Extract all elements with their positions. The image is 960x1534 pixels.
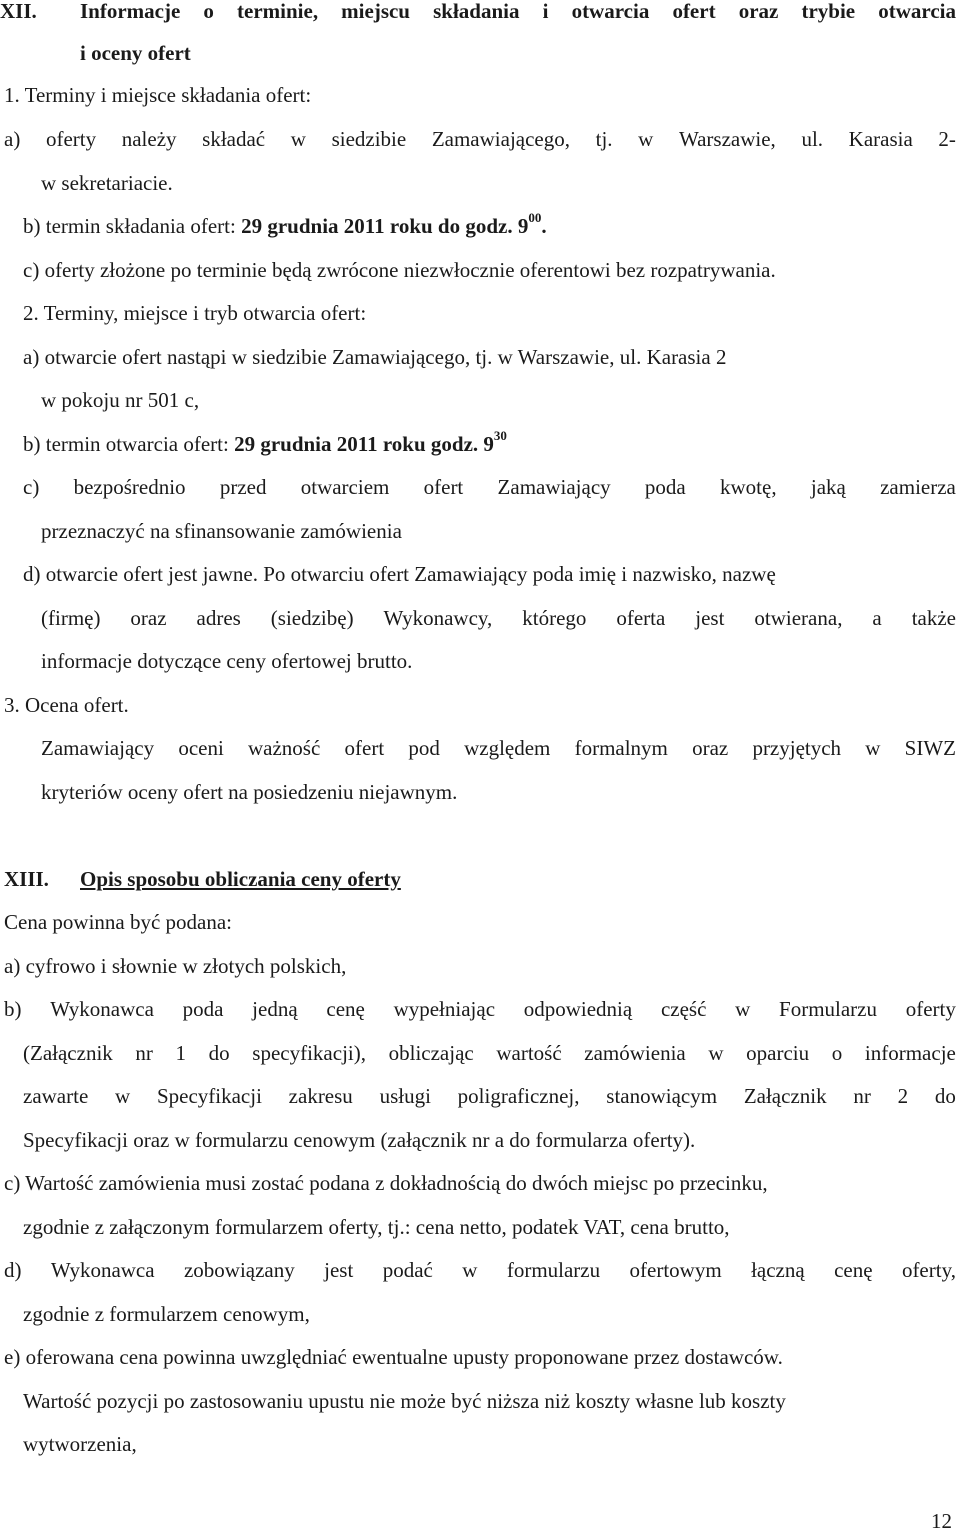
- item-1-title: 1. Terminy i miejsce składania ofert:: [4, 83, 312, 107]
- word: a: [872, 606, 882, 630]
- item-2a-line2: w pokoju nr 501 c,: [41, 388, 200, 412]
- word: Karasia: [848, 127, 913, 151]
- word: wypełniając: [393, 997, 496, 1021]
- section-13-number: XIII.: [4, 867, 49, 891]
- word: (siedzibę): [270, 606, 354, 630]
- item-1b-text: b) termin składania ofert:: [23, 214, 236, 238]
- word: formalnym: [574, 736, 668, 760]
- word: część: [660, 997, 707, 1021]
- word: nr: [853, 1084, 871, 1108]
- section-13-heading: Opis sposobu obliczania ceny oferty: [80, 867, 401, 891]
- word: łączną: [751, 1258, 805, 1282]
- item-1b-superscript: 00: [528, 210, 542, 225]
- item-2-title: 2. Terminy, miejsce i tryb otwarcia ofert:: [23, 301, 367, 325]
- item-13d-line1: [4, 1257, 956, 1283]
- word: podać: [382, 1258, 433, 1282]
- word: (Załącznik: [23, 1041, 113, 1065]
- word: ofert: [423, 475, 464, 499]
- item-2c-line1: [23, 474, 956, 500]
- item-2b-superscript: 30: [493, 428, 507, 443]
- word: 1: [175, 1041, 187, 1065]
- item-1b-deadline: 29 grudnia 2011 roku do godz. 9: [241, 214, 529, 238]
- item-3-line2: kryteriów oceny ofert na posiedzeniu niejawnym.: [41, 780, 458, 804]
- word: ofert: [344, 736, 385, 760]
- word: otwarcia: [878, 0, 956, 23]
- word: w: [865, 736, 881, 760]
- word: specyfikacji),: [252, 1041, 366, 1065]
- item-13b-line1: [4, 996, 956, 1022]
- word: oparciu: [746, 1041, 810, 1065]
- word: tj.: [595, 127, 613, 151]
- word: oferty,: [901, 1258, 956, 1282]
- item-2d-line3: informacje dotyczące ceny ofertowej brutto.: [41, 649, 413, 673]
- item-13e-line1: e) oferowana cena powinna uwzględniać ewentualne upusty proponowane przez dostawców.: [4, 1345, 783, 1369]
- word: kwotę,: [720, 475, 777, 499]
- word: należy: [121, 127, 177, 151]
- item-3-title: 3. Ocena ofert.: [4, 693, 129, 717]
- word: oferty: [905, 997, 956, 1021]
- word: b): [4, 997, 22, 1021]
- item-1b: [23, 210, 547, 239]
- word: zobowiązany: [183, 1258, 295, 1282]
- item-2a-line1: a) otwarcie ofert nastąpi w siedzibie Zamawiającego, tj. w Warszawie, ul. Karasia 2: [23, 345, 727, 369]
- word: wartość: [496, 1041, 562, 1065]
- word: c): [23, 475, 40, 499]
- word: adres: [196, 606, 241, 630]
- word: przyjętych: [752, 736, 842, 760]
- word: stanowiącym: [606, 1084, 718, 1108]
- word: w: [735, 997, 751, 1021]
- item-2b-deadline: 29 grudnia 2011 roku godz. 9: [234, 432, 494, 456]
- item-2b-text: b) termin otwarcia ofert:: [23, 432, 229, 456]
- word: usługi: [379, 1084, 431, 1108]
- word: zakresu: [288, 1084, 353, 1108]
- item-13c-line1: c) Wartość zamówienia musi zostać podana z dokładnością do dwóch miejsc po przecinku,: [4, 1171, 768, 1195]
- word: otwarciem: [300, 475, 390, 499]
- item-2d-line1: d) otwarcie ofert jest jawne. Po otwarciu ofert Zamawiający poda imię i nazwisko, nazwę: [23, 562, 776, 586]
- item-13e-line3: wytworzenia,: [23, 1432, 137, 1456]
- word: bezpośrednio: [73, 475, 186, 499]
- word: informacje: [864, 1041, 956, 1065]
- section-12-heading-line1: [80, 0, 956, 24]
- word: do: [208, 1041, 230, 1065]
- word: oraz: [692, 736, 729, 760]
- word: terminie,: [237, 0, 319, 23]
- word: jest: [695, 606, 725, 630]
- word: siedzibie: [331, 127, 407, 151]
- word: jaką: [810, 475, 846, 499]
- word: nr: [135, 1041, 153, 1065]
- word: Specyfikacji: [156, 1084, 262, 1108]
- item-1a-line1: [4, 126, 956, 152]
- item-1b-period: .: [541, 214, 547, 238]
- word: i: [542, 0, 549, 23]
- word: formularzu: [506, 1258, 601, 1282]
- word: a): [4, 127, 21, 151]
- word: Zamawiający: [41, 736, 155, 760]
- word: d): [4, 1258, 22, 1282]
- word: SIWZ: [904, 736, 956, 760]
- word: (firmę): [41, 606, 101, 630]
- word: w: [290, 127, 306, 151]
- word: którego: [522, 606, 587, 630]
- item-1a-line2: w sekretariacie.: [41, 171, 173, 195]
- word: Wykonawca: [50, 997, 154, 1021]
- word: cenę: [834, 1258, 873, 1282]
- word: o: [203, 0, 214, 23]
- item-13b-line4: Specyfikacji oraz w formularzu cenowym (załącznik nr a do formularza oferty).: [23, 1128, 696, 1152]
- word: 2: [897, 1084, 909, 1108]
- word: Wykonawcy,: [383, 606, 493, 630]
- item-2b: [23, 428, 507, 457]
- word: poda: [182, 997, 224, 1021]
- word: Informacje: [80, 0, 181, 23]
- word: składania: [433, 0, 520, 23]
- word: Zamawiający: [497, 475, 611, 499]
- word: poda: [644, 475, 686, 499]
- word: miejscu: [341, 0, 410, 23]
- word: względem: [464, 736, 551, 760]
- word: oferty: [45, 127, 97, 151]
- word: ofertowym: [629, 1258, 722, 1282]
- word: odpowiednią: [523, 997, 633, 1021]
- word: pod: [408, 736, 440, 760]
- word: zamierza: [880, 475, 956, 499]
- item-13e-line2: Wartość pozycji po zastosowaniu upustu nie może być niższa niż koszty własne lub koszty: [23, 1389, 786, 1413]
- word: w: [115, 1084, 131, 1108]
- item-2d-line2: [41, 605, 956, 631]
- word: otwarcia: [571, 0, 650, 23]
- section-13-intro: Cena powinna być podana:: [4, 910, 233, 934]
- word: ul.: [801, 127, 824, 151]
- word: do: [934, 1084, 956, 1108]
- page-number: 12: [931, 1509, 952, 1533]
- word: Formularzu: [779, 997, 877, 1021]
- word: w: [462, 1258, 478, 1282]
- word: także: [911, 606, 956, 630]
- item-1c: c) oferty złożone po terminie będą zwrócone niezwłocznie oferentowi bez rozpatrywania.: [23, 258, 776, 282]
- word: Warszawie,: [678, 127, 776, 151]
- word: obliczając: [388, 1041, 474, 1065]
- item-13b-line2: [23, 1040, 956, 1066]
- word: ważność: [248, 736, 321, 760]
- word: zamówienia: [584, 1041, 686, 1065]
- item-13c-line2: zgodnie z załączonym formularzem oferty, tj.: cena netto, podatek VAT, cena brutto,: [23, 1215, 730, 1239]
- word: w: [708, 1041, 724, 1065]
- word: ofert: [672, 0, 716, 23]
- word: w: [638, 127, 654, 151]
- word: trybie: [801, 0, 856, 23]
- word: otwierana,: [754, 606, 843, 630]
- word: Załącznik: [743, 1084, 827, 1108]
- word: Wykonawca: [50, 1258, 155, 1282]
- word: przed: [219, 475, 267, 499]
- word: o: [831, 1041, 843, 1065]
- word: oraz: [738, 0, 779, 23]
- item-13a: a) cyfrowo i słownie w złotych polskich,: [4, 954, 347, 978]
- item-13b-line3: [23, 1083, 956, 1109]
- word: 2-: [938, 127, 956, 151]
- word: składać: [202, 127, 266, 151]
- word: zawarte: [23, 1084, 89, 1108]
- item-3-line1: [41, 735, 956, 761]
- item-13d-line2: zgodnie z formularzem cenowym,: [23, 1302, 310, 1326]
- word: oraz: [130, 606, 167, 630]
- word: Zamawiającego,: [431, 127, 570, 151]
- word: cenę: [326, 997, 365, 1021]
- word: oferta: [616, 606, 666, 630]
- word: jedną: [252, 997, 298, 1021]
- word: jest: [324, 1258, 354, 1282]
- section-12-heading-line2: i oceny ofert: [80, 41, 191, 65]
- section-12-number: XII.: [0, 0, 37, 23]
- word: oceni: [178, 736, 224, 760]
- word: poligraficznej,: [457, 1084, 580, 1108]
- item-2c-line2: przeznaczyć na sfinansowanie zamówienia: [41, 519, 402, 543]
